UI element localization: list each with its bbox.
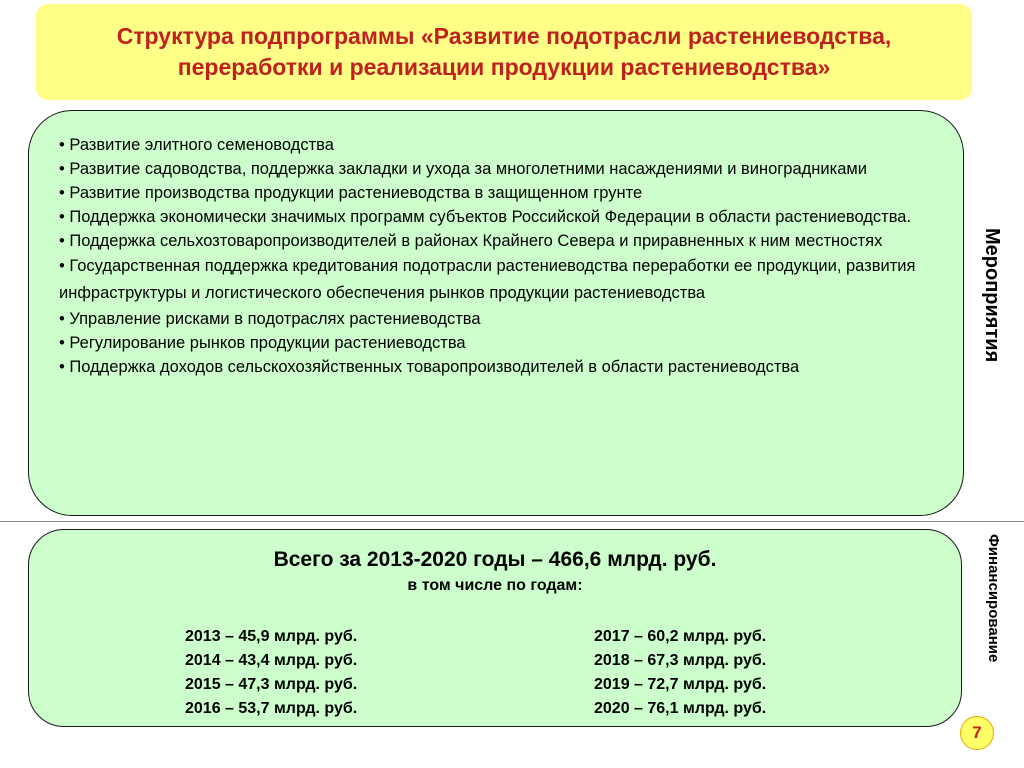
measures-list <box>59 133 929 379</box>
measure-item: • Управление рисками в подотраслях растениеводства <box>59 310 481 328</box>
financing-side-label: Финансирование <box>985 534 1002 663</box>
financing-year-row: 2017 – 60,2 млрд. руб. <box>594 628 767 645</box>
financing-year-row: 2020 – 76,1 млрд. руб. <box>594 700 767 717</box>
financing-subtitle: в том числе по годам: <box>407 577 583 594</box>
financing-year-row: 2016 – 53,7 млрд. руб. <box>185 700 358 717</box>
measure-item: • Развитие садоводства, поддержка закладки и ухода за многолетними насаждениями и виноградниками <box>59 160 867 178</box>
page-number-badge: 7 <box>960 716 994 750</box>
financing-year-row: 2013 – 45,9 млрд. руб. <box>185 628 358 645</box>
financing-years-left <box>185 625 357 721</box>
financing-total: Всего за 2013-2020 годы – 466,6 млрд. руб. <box>273 548 717 571</box>
measures-panel <box>28 110 964 516</box>
section-divider <box>0 521 1024 522</box>
measures-side-label: Мероприятия <box>981 228 1003 363</box>
measure-item: • Государственная поддержка кредитования подотрасли растениеводства переработки ее продукции, развития инфраструктуры и логистического обеспечения рынков продукции растениеводства <box>59 257 916 302</box>
financing-year-row: 2018 – 67,3 млрд. руб. <box>594 652 767 669</box>
title-banner <box>36 4 972 100</box>
slide-title: Структура подпрограммы «Развитие подотрасли растениеводства, переработки и реализации продукции растениеводства» <box>116 23 892 80</box>
measure-item: • Поддержка доходов сельскохозяйственных товаропроизводителей в области растениеводства <box>59 358 800 376</box>
financing-year-row: 2015 – 47,3 млрд. руб. <box>185 676 358 693</box>
financing-panel <box>28 529 962 727</box>
financing-year-row: 2019 – 72,7 млрд. руб. <box>594 676 767 693</box>
measure-item: • Регулирование рынков продукции растениеводства <box>59 334 466 352</box>
measure-item: • Поддержка сельхозтоваропроизводителей в районах Крайнего Севера и приравненных к ним местностях <box>59 232 883 250</box>
measure-item: • Развитие элитного семеноводства <box>59 136 334 154</box>
financing-year-row: 2014 – 43,4 млрд. руб. <box>185 652 358 669</box>
measure-item: • Развитие производства продукции растениеводства в защищенном грунте <box>59 184 643 202</box>
measure-item: • Поддержка экономически значимых программ субъектов Российской Федерации в области растениеводства. <box>59 208 912 226</box>
financing-years-right <box>594 625 766 721</box>
